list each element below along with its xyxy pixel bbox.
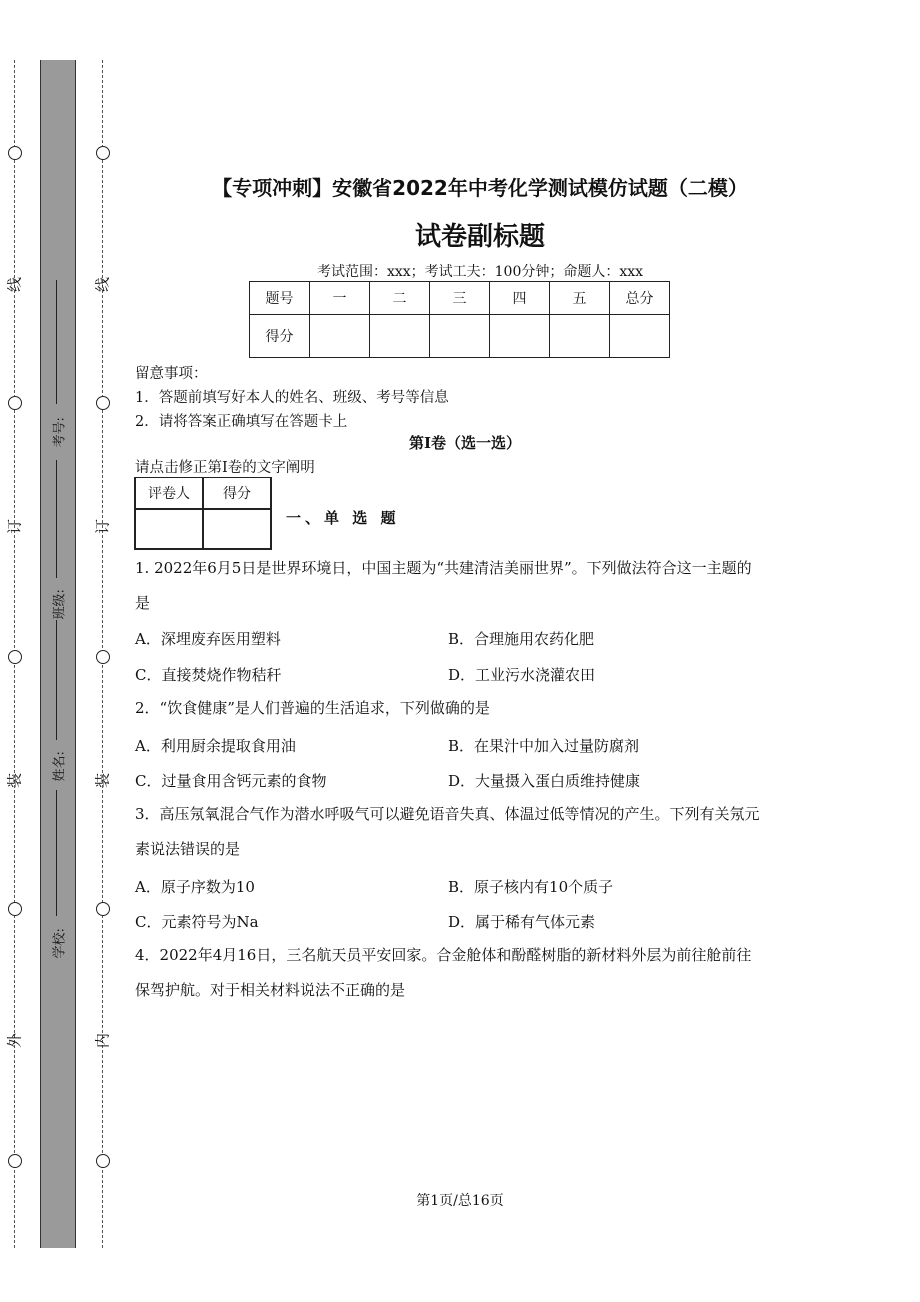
question-4-text: 4．2022年4月16日，三名航天员平安回家。合金舱体和酚醛树脂的新材料外层为前往舱前往	[135, 946, 752, 964]
binding-hole	[96, 902, 110, 916]
score-header-cell: 总分	[610, 282, 670, 315]
binding-hole	[8, 146, 22, 160]
question-1-option-d[interactable]: D．工业污水浇灌农田	[448, 666, 596, 684]
field-name-label: 姓名:	[52, 751, 68, 782]
question-3-text-cont: 素说法错误的是	[135, 840, 241, 858]
score-cell[interactable]	[370, 315, 430, 358]
binding-hole	[96, 650, 110, 664]
grader-score-cell[interactable]	[203, 509, 271, 549]
score-cell[interactable]	[310, 315, 370, 358]
exam-info: 考试范围：xxx；考试工夫：100分钟；命题人：xxx	[316, 264, 644, 280]
margin-char-xian: 线	[5, 277, 24, 293]
gutter-edge-right	[75, 60, 76, 1248]
score-cell[interactable]	[430, 315, 490, 358]
score-header-cell: 题号	[250, 282, 310, 315]
exam-title: 【专项冲刺】安徽省2022年中考化学测试模仿试题（二模）	[212, 176, 748, 200]
score-cell[interactable]	[490, 315, 550, 358]
margin-char-xian: 线	[93, 277, 112, 293]
grader-label: 评卷人	[135, 478, 203, 510]
question-1-option-c[interactable]: C．直接焚烧作物秸秆	[135, 666, 282, 684]
margin-char-nei: 内	[93, 1033, 112, 1049]
grader-score-label: 得分	[203, 478, 271, 510]
binding-hole	[96, 146, 110, 160]
field-class-label: 班级:	[52, 589, 68, 620]
score-table-header-row	[250, 282, 670, 315]
binding-hole	[8, 902, 22, 916]
question-2-text: 2．“饮食健康”是人们普遍的生活追求，下列做确的是	[135, 699, 490, 717]
question-1-option-a[interactable]: A．深埋废弃医用塑料	[135, 630, 281, 648]
question-4-text-cont: 保驾护航。对于相关材料说法不正确的是	[135, 981, 406, 999]
binding-hole	[8, 1154, 22, 1168]
score-table-score-row	[250, 315, 670, 358]
score-header-cell: 三	[430, 282, 490, 315]
question-3-text: 3．高压氖氧混合气作为潜水呼吸气可以避免语音失真、体温过低等情况的产生。下列有关氖元	[135, 805, 760, 823]
score-header-cell: 四	[490, 282, 550, 315]
grader-box	[134, 477, 272, 550]
gutter-edge-left	[40, 60, 41, 1248]
score-header-cell: 五	[550, 282, 610, 315]
margin-char-wai: 外	[5, 1033, 24, 1049]
question-1-text: 1. 2022年6月5日是世界环境日，中国主题为“共建清洁美丽世界”。下列做法符合这一主题的	[135, 559, 752, 577]
question-2-option-d[interactable]: D．大量摄入蛋白质维持健康	[448, 772, 641, 790]
score-table	[249, 281, 670, 358]
gutter-band	[40, 60, 75, 1248]
margin-char-ding: 订	[93, 519, 112, 535]
question-3-option-b[interactable]: B．原子核内有10个质子	[448, 878, 614, 896]
question-3-option-a[interactable]: A．原子序数为10	[135, 878, 255, 896]
score-header-cell: 二	[370, 282, 430, 315]
question-2-option-c[interactable]: C．过量食用含钙元素的食物	[135, 772, 327, 790]
field-school-line[interactable]	[56, 790, 57, 916]
score-header-cell: 一	[310, 282, 370, 315]
question-2-option-b[interactable]: B．在果汁中加入过量防腐剂	[448, 737, 640, 755]
grader-cell[interactable]	[135, 509, 203, 549]
question-1-option-b[interactable]: B．合理施用农药化肥	[448, 630, 595, 648]
field-school-label: 学校:	[52, 928, 68, 959]
page-footer: 第1页/总16页	[416, 1193, 504, 1209]
field-class-line[interactable]	[56, 460, 57, 578]
margin-char-ding: 订	[5, 519, 24, 535]
question-3-option-c[interactable]: C．元素符号为Na	[135, 913, 259, 931]
margin-char-zhuang: 装	[93, 773, 112, 789]
field-exam-number-label: 考号:	[52, 417, 68, 448]
score-cell[interactable]	[610, 315, 670, 358]
binding-hole	[96, 396, 110, 410]
question-type-heading: 一、单 选 题	[286, 509, 400, 527]
binding-hole	[8, 396, 22, 410]
margin-char-zhuang: 装	[5, 773, 24, 789]
section-instruction: 请点击修正第I卷的文字阐明	[135, 460, 315, 476]
section-title: 第I卷（选一选）	[408, 434, 522, 452]
binding-hole	[8, 650, 22, 664]
binding-hole	[96, 1154, 110, 1168]
question-1-text-cont: 是	[135, 594, 151, 612]
field-exam-number-line[interactable]	[56, 280, 57, 404]
notes-item: 2．请将答案正确填写在答题卡上	[135, 414, 348, 430]
exam-subtitle: 试卷副标题	[414, 222, 545, 252]
notes-item: 1．答题前填写好本人的姓名、班级、考号等信息	[135, 390, 449, 406]
field-name-line[interactable]	[56, 620, 57, 740]
score-row-label: 得分	[250, 315, 310, 358]
question-2-option-a[interactable]: A．利用厨余提取食用油	[135, 737, 296, 755]
notes-heading: 留意事项：	[135, 366, 208, 382]
question-3-option-d[interactable]: D．属于稀有气体元素	[448, 913, 596, 931]
score-cell[interactable]	[550, 315, 610, 358]
